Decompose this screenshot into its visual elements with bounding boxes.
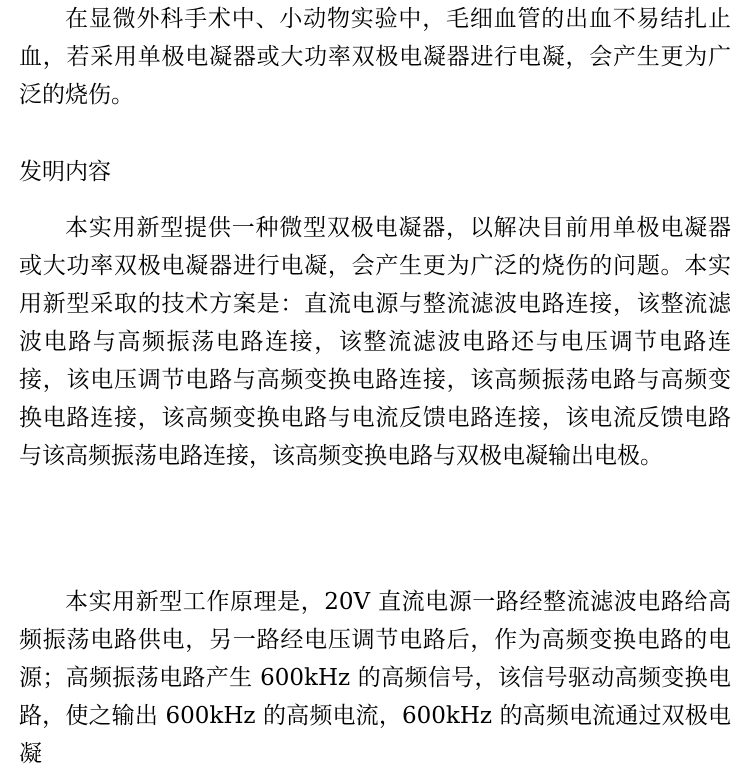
paragraph-invention-content: 本实用新型提供一种微型双极电凝器，以解决目前用单极电凝器或大功率双极电凝器进行电凝，会产生更为广泛的烧伤的问题。本实用新型采取的技术方案是：直流电源与整流滤波电路连接，该整流滤波电路与高频振荡电路连接，该整流滤波电路还与电压调节电路连接，该电压调节电路与高频变换电路连接，该高频振荡电路与高频变换电路连接，该高频变换电路与电流反馈电路连接，该电流反馈电路与该高频振荡电路连接，该高频变换电路与双极电凝输出电极。 <box>19 215 731 469</box>
section-heading: 发明内容 <box>19 159 111 185</box>
paragraph-background: 在显微外科手术中、小动物实验中，毛细血管的出血不易结扎止血，若采用单极电凝器或大功率双极电凝器进行电凝，会产生更为广泛的烧伤。 <box>19 6 731 108</box>
paragraph-working-principle: 本实用新型工作原理是，20V 直流电源一路经整流滤波电路给高频振荡电路供电，另一路经电压调节电路后，作为高频变换电路的电源；高频振荡电路产生 600kHz 的高频信号，该信号驱动高频变换电路，使之输出 600kHz 的高频电流，600kHz 的高频电流通过双极电凝 <box>19 589 731 767</box>
